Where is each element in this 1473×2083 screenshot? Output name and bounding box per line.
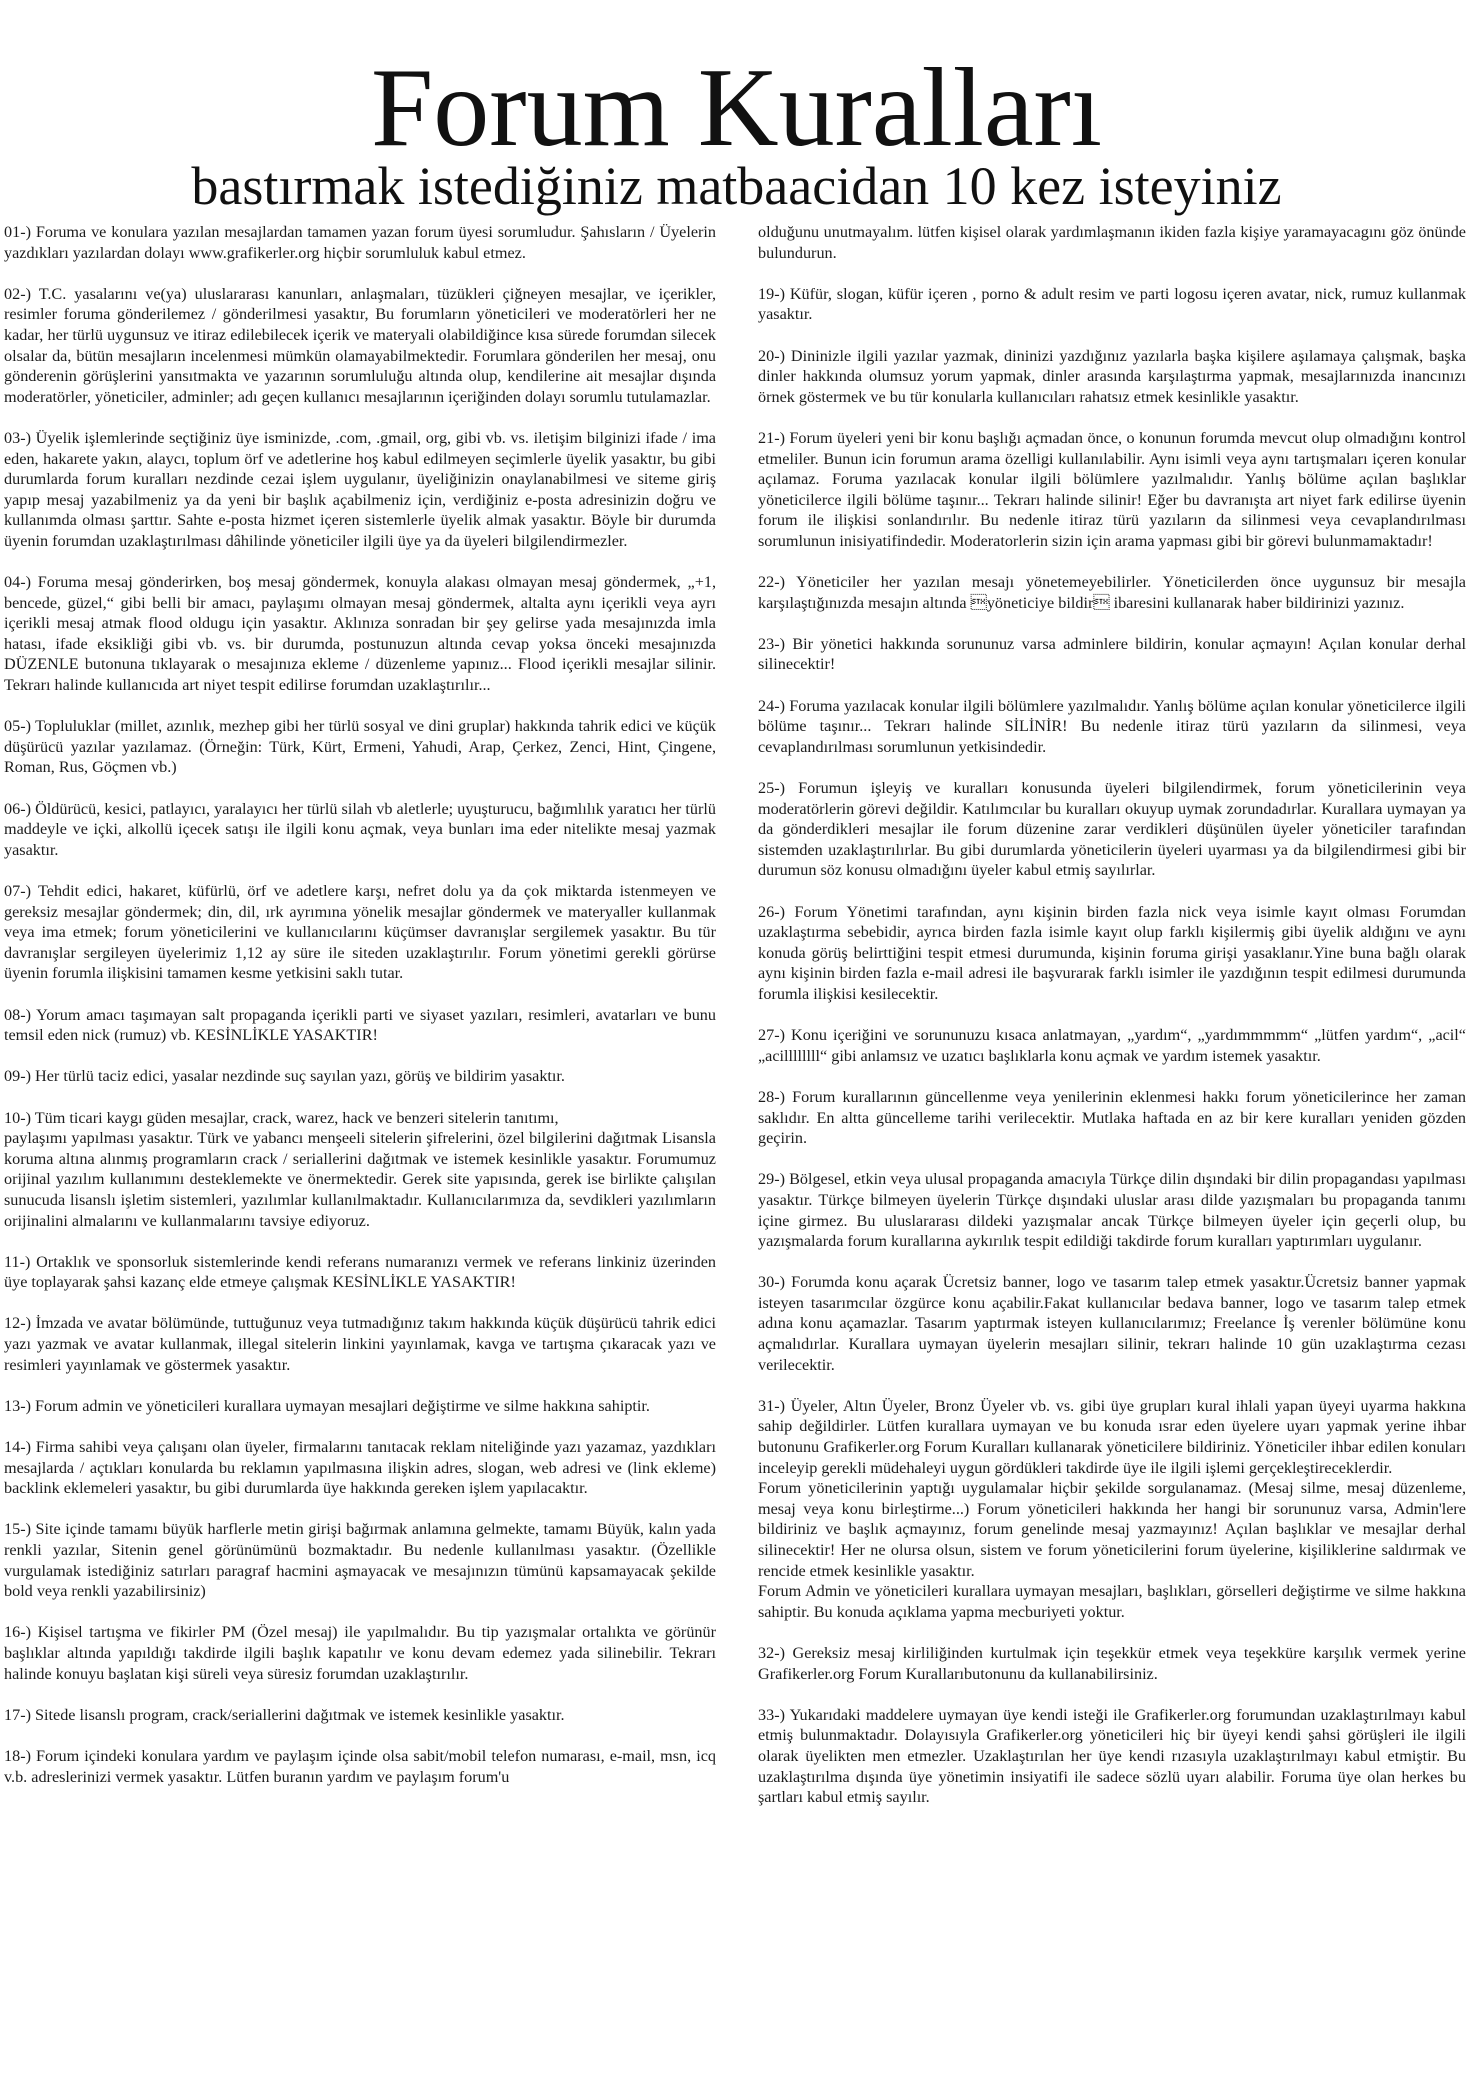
rule-15: 15-) Site içinde tamamı büyük harflerle metin girişi bağırmak anlamına gelmekte, tamamı Büyük, kalın yada renkli yazılar, Sitenin genel görünümünü bozmaktadır. Bu nedenle kullanılması yasaktır. (Özellikle vurgulamak istediğiniz satırları paragraf hacmini aşmayacak ve mesajınızın tümünü kapsamayacak şekilde bold veya renkli yazabilirsiniz): [4, 1520, 716, 1601]
rule-20: 20-) Dininizle ilgili yazılar yazmak, dininizi yazdığınız yazılarla başka kişilere aşılamaya çalışmak, başka dinler hakkında olumsuz yorum yapmak, dinler arasında karşılaştırma yapmak, mesajlarınızda inancınızı örnek göstermek ve bu tür konularla kullanıcıları rahatsız etmek kesinlikle yasaktır.: [758, 346, 1466, 406]
rule-32: 32-) Gereksiz mesaj kirliliğinden kurtulmak için teşekkür etmek veya teşekküre karşılık vermek yerine Grafikerler.org Forum Kurallarıbutonunu da kullanabilirsiniz.: [758, 1643, 1466, 1683]
rule-06: 06-) Öldürücü, kesici, patlayıcı, yaralayıcı her türlü silah vb aletlerle; uyuşturucu, bağımlılık yaratıcı her türlü maddeyle ve içki, alkollü içecek satışı ile ilgili konu açmak, veya bunları ima eder nitelikte mesaj yazmak yasaktır.: [4, 799, 716, 859]
page-title: Forum Kuralları: [371, 46, 1102, 170]
rule-02: 02-) T.C. yasalarını ve(ya) uluslararası kanunları, anlaşmaları, tüzükleri çiğneyen mesajlar, ve içerikler, resimler foruma gönderilemez / gönderilmesi yasaktır, Bu forumların yöneticileri ve moderatörleri her ne kadar, her türlü uygunsuz ve itiraz edilebilecek içerik ve materyali olabildiğince kısa sürede forumdan silecek olsalar da, bütün mesajların incelenmesi mümkün olamayabilmektedir. Forumlara gönderilen her mesaj, onu gönderenin görüşlerini yansıtmakta ve yazarının sorumluluğu altında olup, kendilerine ait mesajlar dışında moderatörler, yöneticiler, adminler; adı geçen kullanıcı mesajlarının içeriğinden dolayı sorumlu tutulamazlar.: [4, 284, 716, 406]
rule-05: 05-) Topluluklar (millet, azınlık, mezhep gibi her türlü sosyal ve dini gruplar) hakkında tahrik edici ve küçük düşürücü yazılar yazılamaz. (Örneğin: Türk, Kürt, Ermeni, Yahudi, Arap, Çerkez, Zenci, Hint, Çingene, Roman, Rus, Göçmen vb.): [4, 717, 716, 777]
rule-19: 19-) Küfür, slogan, küfür içeren , porno & adult resim ve parti logosu içeren avatar, nick, rumuz kullanmak yasaktır.: [758, 284, 1466, 324]
rule-30: 30-) Forumda konu açarak Ücretsiz banner, logo ve tasarım talep etmek yasaktır.Ücretsiz banner yapmak isteyen tasarımcılar özgürce konu açabilir.Fakat kullanıcılar bedava banner, logo ve tasarım talep etmek adına konu açamazlar. Tasarım yaptırmak isteyen kullanıcılarımız; Freelance İş verenler bölümüne konu açmalıdırlar. Kurallara uymayan üyelerin mesajları silinir, tekrarı halinde 10 gün uzaklaştırma cezası verilecektir.: [758, 1273, 1466, 1374]
rule-01: 01-) Foruma ve konulara yazılan mesajlardan tamamen yazan forum üyesi sorumludur. Şahısların / Üyelerin yazdıkları yazılardan dolayı www.grafikerler.org hiçbir sorumluluk kabul etmez.: [4, 223, 716, 262]
rule-08: 08-) Yorum amacı taşımayan salt propaganda içerikli parti ve siyaset yazıları, resimleri, avatarları ve bunu temsil eden nick (rumuz) vb. KESİNLİKLE YASAKTIR!: [4, 1005, 716, 1045]
rule-26: 26-) Forum Yönetimi tarafından, aynı kişinin birden fazla nick veya isimle kayıt olması Forumdan uzaklaştırma sebebidir, ayrıca birden fazla isimle kayıt olup farklı kişilermiş gibi üyelik aldığını ve aynı konuda görüş belirttiğini tespit etmesi durumunda, kişinin foruma girişi yasaklanır.Yine buna bağlı olarak aynı kişinin birden fazla e-mail adresi ile başvurarak farklı isimler ile yazdığının tespit edilmesi durumunda forumla ilişkisi kesilecektir.: [758, 902, 1466, 1003]
rule-07: 07-) Tehdit edici, hakaret, küfürlü, örf ve adetlere karşı, nefret dolu ya da çok miktarda istenmeyen ve gereksiz mesajlar göndermek; din, dil, ırk ayrımına yönelik mesajlar göndermek ve materyaller kullanmak veya ima etmek; forum yöneticilerini ve kullanıcılarını küçümser davranışlar sergilemek yasaktır. Bu tür davranışlar sergileyen üyelerimiz 1,12 ay süre ile siteden uzaklaştırılır. Forum yönetimi gerekli görürse üyenin forumla ilişkisini tamamen kesme yetkisini saklı tutar.: [4, 882, 716, 983]
rule-24: 24-) Foruma yazılacak konular ilgili bölümlere yazılmalıdır. Yanlış bölüme açılan konular yöneticilerce ilgili bölüme taşınır... Tekrarı halinde SİLİNİR! Bu nedenle itiraz türü yazıların da silinmesi, veya cevaplandırılması sorumlunun yetkisindedir.: [758, 696, 1466, 756]
rule-21: 21-) Forum üyeleri yeni bir konu başlığı açmadan önce, o konunun forumda mevcut olup olmadığını kontrol etmeliler. Bunun icin forumun arama özelligi kullanılabilir. Aynı isimli veya aynı tartışmaları içeren konular açılamaz. Foruma yazılacak konular ilgili bölümlere yazılmalıdır. Yanlış bölüme açılan başlıklar yöneticilerce ilgili bölüme taşınır... Tekrarı halinde silinir! Eğer bu davranışta art niyet fark edilirse üyenin forum ile ilişkisi sonlandırılır. Bu nedenle itiraz türü yazıların da silinmesi veya cevaplandırılması sorumlunun inisiyatifindedir. Moderatorlerin sizin için arama yapması gibi bir görevi bulunmamaktadır!: [758, 428, 1466, 550]
rule-23: 23-) Bir yönetici hakkında sorununuz varsa adminlere bildirin, konular açmayın! Açılan konular derhal silinecektir!: [758, 634, 1466, 674]
rule-16: 16-) Kişisel tartışma ve fikirler PM (Özel mesaj) ile yapılmalıdır. Bu tip yazışmalar ortalıkta ve görünür başlıklar altında yapıldığı takdirde ilgili başlık kapatılır ve konu devam edemez yada silinebilir. Tekrarı halinde konuyu başlatan kişi süreli veya süresiz forumdan uzaklaştırılır.: [4, 1623, 716, 1683]
rule-13: 13-) Forum admin ve yöneticileri kurallara uymayan mesajlari değiştirme ve silme hakkına sahiptir.: [4, 1396, 650, 1415]
rule-31: 31-) Üyeler, Altın Üyeler, Bronz Üyeler vb. vs. gibi üye grupları kural ihlali yapan üyeyi uyarma hakkına sahip değildirler. Lütfen kurallara uymayan ve bu konuda ısrar eden üyelere uyarı yapmak yerine ihbar butonunu Grafikerler.org Forum Kuralları kullanarak yöneticilere bildiriniz. Yöneticiler ihbar edilen konuları inceleyip gerekli müdehaleyi uygun gördükleri takdirde üye ile ilgili işlemi gerçekleştireceklerdir. Forum yöneticilerinin yaptığı uygulamalar hiçbir şekilde sorgulanamaz. (Mesaj silme, mesaj düzenleme, mesaj veya konu birleştirme...) Forum yöneticileri hakkında her hangi bir sorununuz varsa, Admin'lere bildiriniz ve başlık açmayınız, forum genelinde mesaj yazmayınız! Açılan başlıklar ve mesajlar derhal silinecektir! Her ne olursa olsun, sistem ve forum yöneticilerini forum üyelerine, kişiliklerine saldırmak ve rencide etmek kesinlikle yasaktır. Forum Admin ve yöneticileri kurallara uymayan mesajları, başlıkları, görselleri değiştirme ve silme hakkına sahiptir. Bu konuda açıklama yapma mecburiyeti yoktur.: [758, 1396, 1466, 1621]
left-column: [4, 222, 716, 1808]
rule-12: 12-) İmzada ve avatar bölümünde, tuttuğunuz veya tutmadığınız takım hakkında küçük düşürücü tahrik edici yazı yazmak ve avatar kullanmak, illegal sitelerin linkini yayınlamak, kavga ve tartışma çıkaracak yazı ve resimleri yayınlamak ve göstermek yasaktır.: [4, 1314, 716, 1374]
rule-29: 29-) Bölgesel, etkin veya ulusal propaganda amacıyla Türkçe dilin dışındaki bir dilin propagandası yapılması yasaktır. Türkçe bilmeyen üyelerin Türkçe dışındaki uluslar arası dilde yazışmaları bu propaganda tanımı içine girmez. Bu uluslararası dildeki yazışmalar ancak Türkçe bilmeyen üyeler için geçerli olup, bu yazışmalarda forum kurallarına aykırılık tespit edildiği takdirde forum kuralları yaptırımları uygulanır.: [758, 1170, 1466, 1251]
rule-14: 14-) Firma sahibi veya çalışanı olan üyeler, firmalarını tanıtacak reklam niteliğinde yazı yazamaz, yazdıkları mesajlarda / açtıkları konularda bu reklamın yapılmasına ilişkin adres, slogan, web adresi ve (link ekleme) backlink eklemeleri yasaktır, bu gibi durumlarda üye hakkında gereken işlem yapılacaktır.: [4, 1438, 716, 1498]
rule-09: 09-) Her türlü taciz edici, yasalar nezdinde suç sayılan yazı, görüş ve bildirim yasaktır.: [4, 1067, 565, 1086]
rule-04: 04-) Foruma mesaj gönderirken, boş mesaj göndermek, konuyla alakası olmayan mesaj göndermek, „+1, bencede, güzel,“ gibi belli bir amacı, paylaşımı olmayan mesaj göndermek, altalta aynı içerikli veya ayrı içerikli mesaj atmak flood oldugu için yasaktır. Aklınıza sonradan bir şey gelirse yada mesajınızda imla hatası, ifade eksikliği gibi vb. vs. bir durumda, postunuzun altında cevap yoksa önceki mesajınızda DÜZENLE butonuna tıklayarak o mesajınıza ekleme / düzenleme yapınız... Flood içerikli mesajlar silinir. Tekrarı halinde kullanıcıda art niyet tespit edilirse forumdan uzaklaştırılır...: [4, 573, 716, 695]
rule-10: 10-) Tüm ticari kaygı güden mesajlar, crack, warez, hack ve benzeri sitelerin tanıtımı, paylaşımı yapılması yasaktır. Türk ve yabancı menşeeli sitelerin şifrelerini, özel bilgilerini dağıtmak Lisansla koruma altına alınmış programların crack / seriallerini dağıtmak ve istemek kesinlikle yasaktır. Forumumuz orijinal yazılım kullanımını desteklemekte ve önermektedir. Gerek site yapısında, gerek ise birlikte çalışılan sunucuda lisanslı işletim sistemleri, yazılımlar kullanılmaktadır. Kullanıcılarımıza da, sevdikleri yazılımların orijinalini almalarını ve kullanmalarını tavsiye ediyoruz.: [4, 1108, 716, 1230]
rule-11: 11-) Ortaklık ve sponsorluk sistemlerinde kendi referans numaranızı vermek ve referans linkiniz üzerinden üye toplayarak şahsi kazanç elde etmeye çalışmak KESİNLİKLE YASAKTIR!: [4, 1252, 716, 1292]
rule-17: 17-) Sitede lisanslı program, crack/seriallerini dağıtmak ve istemek kesinlikle yasaktır.: [4, 1705, 565, 1724]
rule-27: 27-) Konu içeriğini ve sorununuzu kısaca anlatmayan, „yardım“, „yardımmmmm“ „lütfen yardım“, „acil“ „acillllllll“ gibi anlamsız ve uzatıcı başlıklarla konu açmak ve yardım istemek yasaktır.: [758, 1026, 1466, 1065]
right-column: [758, 222, 1466, 1828]
rule-25: 25-) Forumun işleyiş ve kuralları konusunda üyeleri bilgilendirmek, forum yöneticilerinin veya moderatörlerin görevi değildir. Katılımcılar bu kuralları okuyup uymak zorundadırlar. Kurallara uymayan ya da gönderdikleri mesajlar ile forum düzenine zarar verdikleri düşünülen üyeler yöneticiler tarafından sistemden uzaklaştırılırlar. Bu gibi durumlarda yöneticilerin üyeleri uyarması ya da bilgilendirmesi gibi bir durumun söz konusu olmadığını üyeler kabul etmiş sayılırlar.: [758, 779, 1466, 880]
rule-18: 18-) Forum içindeki konulara yardım ve paylaşım içinde olsa sabit/mobil telefon numarası, e-mail, msn, icq v.b. adreslerinizi vermek yasaktır. Lütfen buranın yardım ve paylaşım forum'u: [4, 1746, 716, 1786]
rule-03: 03-) Üyelik işlemlerinde seçtiğiniz üye isminizde, .com, .gmail, org, gibi vb. vs. iletişim bilginizi ifade / ima eden, hakarete yakın, alaycı, toplum örf ve adetlerine hoş kabul edilmeyen seçimlerle üyelik yasaktır, bu gibi durumlarda forum kuralları nezdinde cezai işlem uygulanır, üyeliğinizin onaylanabilmesi ve siteme giriş yapıp mesaj yazabilmeniz ya da yeni bir başlık açabilmeniz için, verdiğiniz e-posta adresinizin doğru ve kullanımda olması şarttır. Sahte e-posta hizmet içeren sistemlerle üyelik almak yasaktır. Böyle bir durumda üyenin forumdan uzaklaştırılması dâhilinde yöneticiler ilgili üye ya da üyeleri bilgilendirmezler.: [4, 428, 716, 550]
page-subtitle: bastırmak istediğiniz matbaacidan 10 kez isteyiniz: [191, 156, 1282, 216]
rule-33: 33-) Yukarıdaki maddelere uymayan üye kendi isteği ile Grafikerler.org forumundan uzaklaştırılmayı kabul etmiş bulunmaktadır. Dolayısıyla Grafikerler.org yöneticileri hiç bir üyeyi kendi şahsi görüşleri ile ilgili olarak üyelikten men etmezler. Uzaklaştırılan her üye kendi rızasıyla uzaklaştırılmayı kabul etmiştir. Bu uzaklaştırılma dışında üye yönetimin insiyatifi ile sadece sözlü uyarı alabilir. Foruma üye olan herkes bu şartları kabul etmiş sayılır.: [758, 1705, 1466, 1807]
rule-18-continued: olduğunu unutmayalım. lütfen kişisel olarak yardımlaşmanın ikiden fazla kişiye yaramayacagını göz önünde bulundurun.: [758, 223, 1466, 262]
rule-22: 22-) Yöneticiler her yazılan mesajı yönetemeyebilirler. Yöneticilerden önce uygunsuz bir mesajla karşılaştığınızda mesajın altında yöneticiye bildir ibaresini kullanarak haber bildirinizi yazınız.: [758, 573, 1466, 612]
rule-28: 28-) Forum kurallarının güncellenme veya yenilerinin eklenmesi hakkı forum yöneticilerince her zaman saklıdır. En altta güncelleme tarihi verilecektir. Mutlaka haftada en az bir kere kuralları yeniden gözden geçirin.: [758, 1087, 1466, 1148]
